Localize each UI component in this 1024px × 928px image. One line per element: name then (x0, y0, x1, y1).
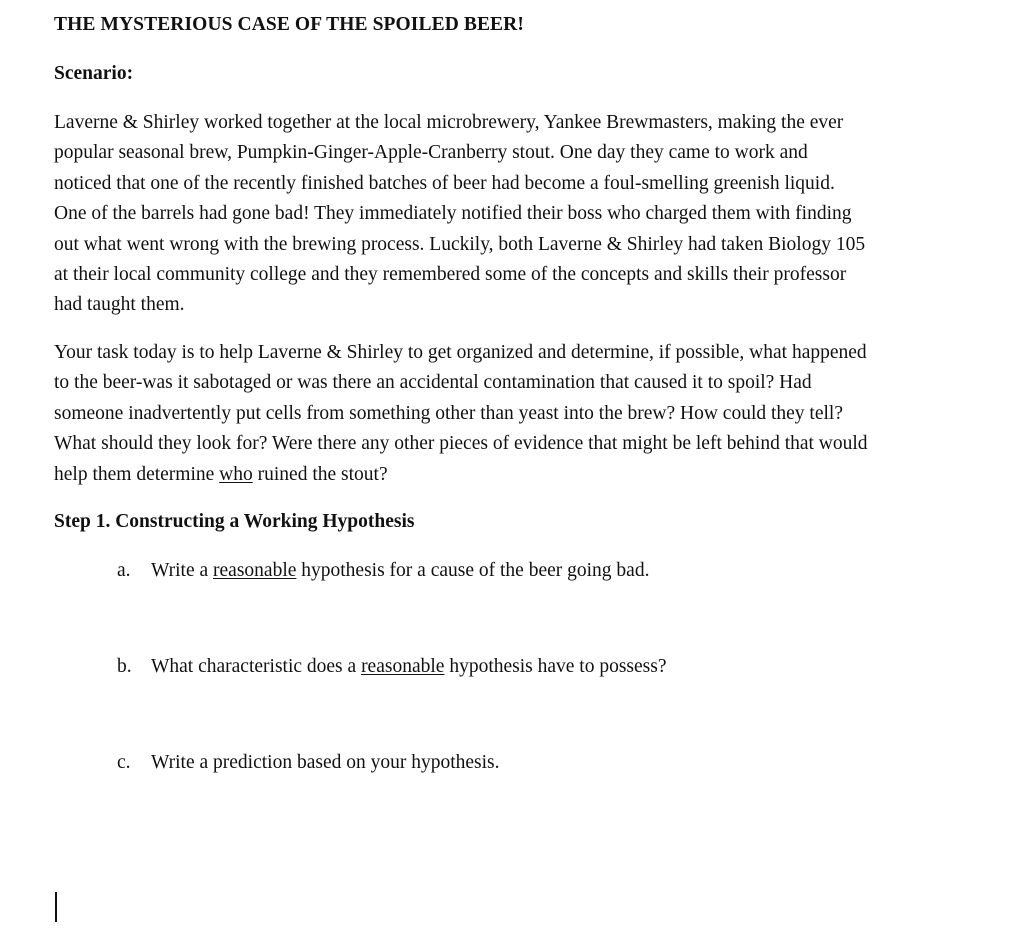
underlined-word: who (219, 463, 253, 485)
paragraph-line (54, 460, 974, 490)
underlined-word: reasonable (213, 560, 297, 581)
text-run: hypothesis have to possess? (444, 656, 667, 677)
task-paragraph (54, 338, 974, 490)
question-b (117, 656, 667, 678)
text-run: Write a prediction based on your hypothesis. (151, 752, 500, 773)
paragraph-line: had taught them. (54, 294, 185, 316)
text-run: What characteristic does a (151, 656, 362, 677)
paragraph-line: out what went wrong with the brewing process. Luckily, both Laverne & Shirley had taken Biology 105 (54, 233, 866, 255)
paragraph-line: someone inadvertently put cells from something other than yeast into the brew? How could they tell? (54, 402, 843, 424)
list-marker: a. (117, 560, 131, 581)
scenario-paragraph (54, 108, 974, 321)
paragraph-line: at their local community college and they remembered some of the concepts and skills their professor (54, 264, 847, 286)
paragraph-line: to the beer-was it sabotaged or was there an accidental contamination that caused it to spoil? Had (54, 372, 812, 394)
question-a (117, 560, 649, 582)
question-c (117, 752, 500, 774)
text-run: hypothesis for a cause of the beer going bad. (296, 560, 650, 581)
list-marker: b. (117, 656, 132, 677)
underlined-word: reasonable (361, 656, 445, 677)
paragraph-line: What should they look for? Were there any other pieces of evidence that might be left behind that would (54, 433, 868, 455)
scenario-heading: Scenario: (54, 63, 134, 84)
list-marker: c. (117, 752, 131, 773)
paragraph-line: popular seasonal brew, Pumpkin-Ginger-Apple-Cranberry stout. One day they came to work and (54, 142, 808, 164)
paragraph-line: One of the barrels had gone bad! They immediately notified their boss who charged them with finding (54, 203, 852, 225)
text-run: help them determine (54, 463, 220, 485)
step-heading: Step 1. Constructing a Working Hypothesis (54, 511, 415, 532)
paragraph-line: Laverne & Shirley worked together at the local microbrewery, Yankee Brewmasters, making the ever (54, 112, 844, 133)
paragraph-line: noticed that one of the recently finished batches of beer had become a foul-smelling greenish liquid. (54, 172, 835, 194)
text-cursor[interactable] (55, 892, 57, 922)
document-title: THE MYSTERIOUS CASE OF THE SPOILED BEER! (54, 14, 524, 35)
paragraph-line: Your task today is to help Laverne & Shirley to get organized and determine, if possible, what happened (54, 342, 867, 363)
text-run: Write a (151, 560, 214, 581)
text-run: ruined the stout? (252, 463, 388, 485)
